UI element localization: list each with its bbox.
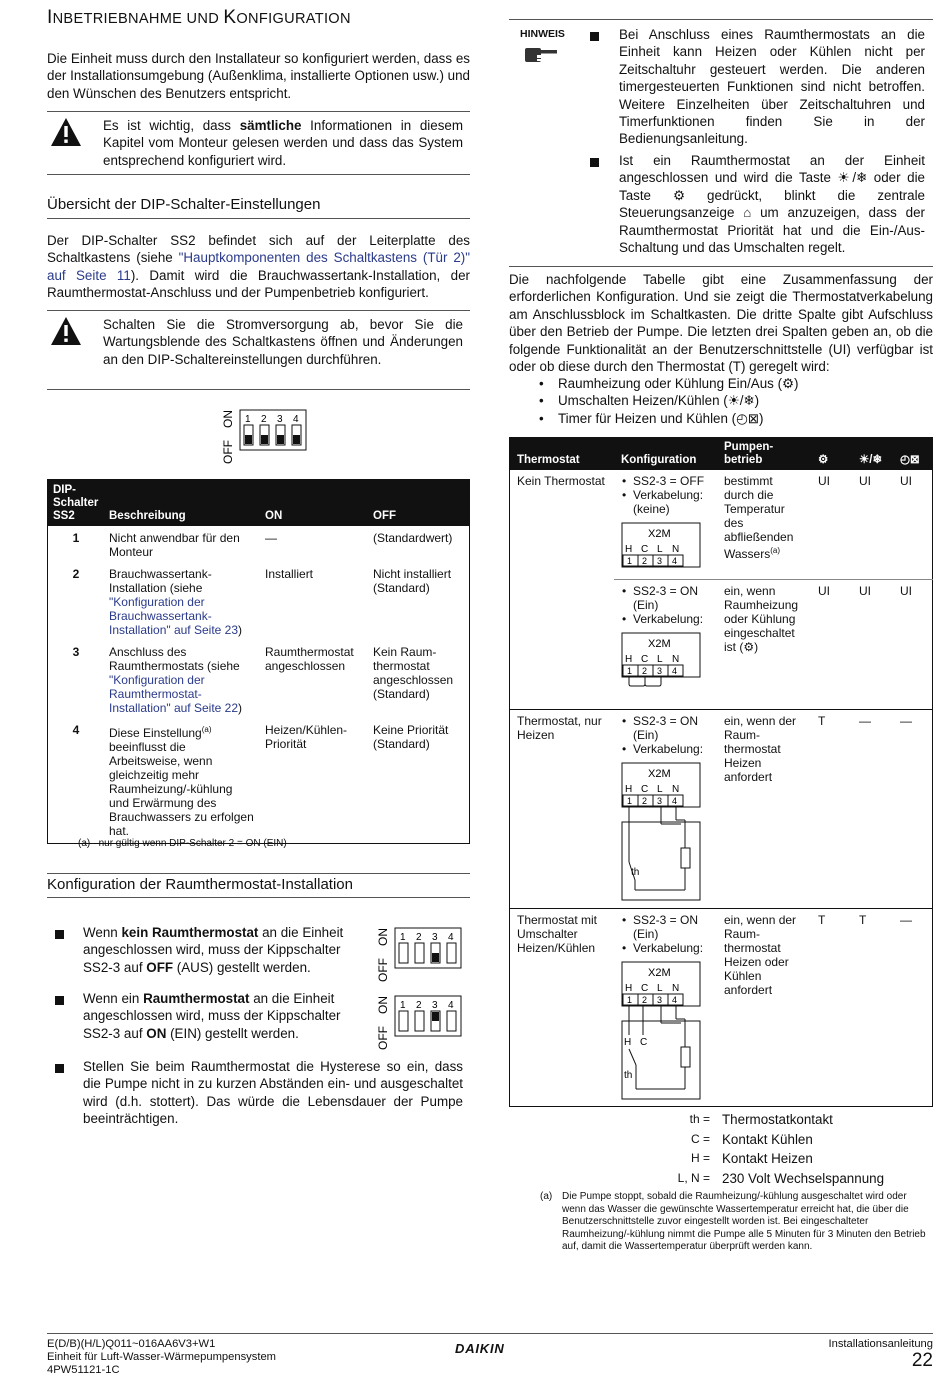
list-item: • Timer für Heizen und Kühlen (◴⊠): [539, 410, 764, 426]
svg-text:4: 4: [448, 1000, 454, 1011]
svg-text:1: 1: [400, 932, 406, 943]
table-row: 3 Anschluss des Raumthermostats (siehe "Konfiguration der Raumthermostat-Installation" auf Seite 22) Raumthermostat angeschlossen Kein Raum-thermostat angeschlossen (Standard): [72, 644, 454, 715]
svg-text:4: 4: [672, 665, 678, 676]
dip-footnote: (a) nur gültig wenn DIP-Schalter 2 = ON (EIN): [78, 838, 287, 849]
bullet-hysterese: Stellen Sie beim Raumthermostat die Hysterese so ein, dass die Pumpe nicht in zu kurzen Abständen ein- und ausgeschaltet wird (d.h. stottert). Das würde die Lebensdauer der Pumpe beeinträchtigen.: [83, 1059, 463, 1127]
svg-text:H: H: [625, 783, 633, 795]
svg-text:N: N: [672, 653, 680, 665]
col-header-heatcool-icon: ☀/❄: [852, 438, 893, 471]
svg-text:L: L: [657, 783, 663, 795]
svg-text:3: 3: [657, 556, 663, 566]
footer-left: E(D/B)(H/L)Q011~016AA6V3+W1 Einheit für Luft-Wasser-Wärmepumpensystem 4PW51121-1C: [47, 1338, 276, 1376]
svg-text:X2M: X2M: [648, 966, 671, 979]
svg-text:1: 1: [245, 414, 251, 425]
table-row: Thermostat, nur Heizen • SS2-3 = ON (Ein) • Verkabelung: X2M H C L N 1 2 3 4 th ein, wenn der Raum-thermostat Heizen anfordert T — —: [510, 709, 933, 908]
link-raumthermostat[interactable]: "Konfiguration der Raumthermostat-Installation" auf Seite 22: [109, 672, 239, 715]
footer-doc-title: Installationsanleitung: [828, 1338, 933, 1350]
svg-text:C: C: [641, 982, 649, 994]
svg-text:4: 4: [672, 795, 678, 806]
link-hauptkomponenten[interactable]: "Hauptkomponenten des Schaltkastens (Tür 2)" auf Seite 11: [47, 250, 470, 283]
list-item: • Umschalten Heizen/Kühlen (☀/❄): [539, 393, 760, 409]
svg-text:C: C: [641, 544, 649, 555]
svg-text:N: N: [672, 783, 680, 795]
hinweis-item-1: Bei Anschluss eines Raumthermostats an die Einheit kann Heizen oder Kühlen nicht per Zeitschaltuhr gesteuert werden. Die anderen timergesteuerten Funktionen sind nicht betroffen. Weitere Einzelheiten über Zeitschaltuhren und Timerfunktionen finden Sie in der Bedienungsanleitung.: [619, 27, 925, 147]
col-header-on: ON: [260, 480, 368, 526]
svg-text:2: 2: [642, 665, 648, 676]
svg-text:C: C: [641, 783, 649, 795]
svg-text:L: L: [657, 544, 663, 555]
col-header-off: OFF: [368, 480, 470, 526]
svg-text:2: 2: [642, 994, 648, 1005]
section-heading-thermostat: Konfiguration der Raumthermostat-Installation: [47, 876, 353, 893]
svg-text:3: 3: [657, 795, 663, 806]
svg-text:1: 1: [627, 994, 633, 1005]
svg-text:3: 3: [277, 414, 283, 425]
bullet-mit-thermostat: Wenn ein Raumthermostat an die Einheit angeschlossen wird, muss der Kippschalter SS2-3 auf ON (EIN) gestellt werden.: [83, 991, 341, 1041]
svg-text:1: 1: [627, 795, 633, 806]
legend-item: C = Kontakt Kühlen: [690, 1131, 813, 1147]
col-header-timer-icon: ◴⊠: [893, 438, 933, 471]
summary-text: Die nachfolgende Tabelle gibt eine Zusammenfassung der erforderlichen Konfiguration. Und sie zeigt die Thermostatverkabelung am Anschlussblock im Schaltkasten. Die dritte Spalte gibt Aufschluss über den Betrieb der Pumpe. Die letzten drei Spalten geben an, ob die folgende Funktionalität an der Benutzerschnittstelle (UI) verfügbar ist oder ob diese durch den Thermostat (T) geregelt wird:: [509, 272, 933, 375]
table-row: Kein Thermostat • SS2-3 = OFF • Verkabelung: (keine) X2M H C L N 1 2 3 4 bestimmt durch die Temperatur des abfließenden Wassers$^{(a)}$ UI UI UI: [510, 470, 933, 579]
col-header-dip: DIP-Schalter SS2: [48, 480, 105, 526]
svg-text:4: 4: [448, 932, 454, 943]
dip-switch-figure: [218, 404, 310, 466]
svg-text:2: 2: [416, 1000, 422, 1011]
col-header-beschreibung: Beschreibung: [104, 480, 260, 526]
terminal-block-heating-diagram: [621, 762, 703, 902]
dip-switch-off-figure: [373, 922, 465, 984]
terminal-block-diagram: [621, 522, 703, 568]
svg-text:N: N: [672, 982, 680, 994]
svg-text:4: 4: [672, 994, 678, 1005]
svg-text:1: 1: [627, 556, 633, 566]
svg-text:X2M: X2M: [648, 767, 671, 780]
svg-text:th: th: [624, 1069, 633, 1081]
warning-text-1: Es ist wichtig, dass sämtliche Informationen in diesem Kapitel vom Monteur gelesen werden und dass das System entsprechend konfiguriert wird.: [103, 118, 463, 168]
col-header-onoff-icon: ⚙: [811, 438, 852, 471]
svg-text:ON: ON: [221, 410, 235, 428]
page-title: INBETRIEBNAHME UND KONFIGURATION: [47, 7, 351, 28]
pointing-hand-icon: [523, 44, 559, 66]
svg-text:3: 3: [432, 1000, 438, 1011]
svg-text:2: 2: [642, 795, 648, 806]
terminal-block-changeover-diagram: [621, 961, 703, 1101]
hinweis-item-2: Ist ein Raumthermostat an der Einheit angeschlossen und wird die Taste ☀/❄ oder die Taste ⚙ gedrückt, blinkt die zentrale Steuerungsanzeige ⌂ um anzuzeigen, dass der Raumthermostat Priorität hat und die Ein-/Aus-Schaltung und das Umschalten regelt.: [619, 153, 925, 256]
svg-text:OFF: OFF: [376, 958, 390, 982]
svg-text:C: C: [640, 1036, 648, 1048]
daikin-logo: DAIKIN: [455, 1341, 505, 1356]
warning-text-2: Schalten Sie die Stromversorgung ab, bevor Sie die Wartungsblende des Schaltkastens öffnen und Änderungen an den DIP-Schaltereinstellungen durchführen.: [103, 317, 463, 367]
col-header-pumpenbetrieb: Pumpen-betrieb: [717, 438, 811, 471]
dip-table: [47, 479, 470, 844]
svg-text:3: 3: [432, 932, 438, 943]
table-row: 2 Brauchwassertank-Installation (siehe "Konfiguration der Brauchwassertank-Installation" auf Seite 23) Installiert Nicht installiert (Standard): [72, 566, 452, 637]
summary-list: [539, 375, 929, 427]
svg-text:3: 3: [657, 665, 663, 676]
legend-item: th = Thermostatkontakt: [689, 1112, 833, 1127]
svg-text:3: 3: [657, 994, 663, 1005]
table-row: 4 Diese Einstellung$^{(a)}$ beeinflusst die Arbeitsweise, wenn gleichzeitig mehr Raumheizung/-kühlung und Erwärmung des Brauchwassers zu erfolgen hat. Heizen/Kühlen-Priorität Keine Priorität (Standard): [72, 722, 449, 838]
legend-item: H = Kontakt Heizen: [690, 1151, 813, 1166]
legend-item: L, N = 230 Volt Wechselspannung: [677, 1170, 885, 1186]
svg-text:L: L: [657, 653, 663, 665]
svg-text:1: 1: [400, 1000, 406, 1011]
svg-text:ON: ON: [376, 996, 390, 1014]
warning-icon-2: [50, 315, 82, 347]
col-header-konfiguration: Konfiguration: [614, 438, 717, 471]
svg-text:L: L: [657, 982, 663, 994]
svg-text:N: N: [672, 544, 680, 555]
page-number: 22: [911, 1350, 933, 1371]
warning-icon: [50, 116, 82, 148]
bullet-kein-thermostat: Wenn kein Raumthermostat an die Einheit angeschlossen wird, muss der Kippschalter SS2-3 auf OFF (AUS) gestellt werden.: [83, 925, 344, 975]
svg-text:th: th: [631, 866, 640, 878]
svg-text:1: 1: [627, 665, 633, 676]
svg-text:4: 4: [293, 414, 299, 425]
svg-text:OFF: OFF: [376, 1026, 390, 1050]
svg-text:H: H: [624, 1036, 632, 1048]
terminal-block-bridge-diagram: [621, 632, 703, 688]
svg-text:2: 2: [642, 556, 648, 566]
section-heading-dip: Übersicht der DIP-Schalter-Einstellungen: [47, 196, 321, 213]
svg-text:2: 2: [261, 414, 267, 425]
svg-text:H: H: [625, 653, 633, 665]
svg-text:X2M: X2M: [648, 637, 671, 650]
table-row: • SS2-3 = ON (Ein) • Verkabelung: X2M H C L N 1 2 3 4 ein, wenn Raumheizung oder Kühlung eingeschaltet ist (⚙) UI UI UI: [510, 579, 933, 709]
svg-text:2: 2: [416, 932, 422, 943]
hinweis-label: HINWEIS: [520, 28, 565, 40]
list-item: • Raumheizung oder Kühlung Ein/Aus (⚙): [539, 376, 799, 391]
svg-text:H: H: [625, 544, 633, 555]
col-header-thermostat: Thermostat: [510, 438, 615, 471]
svg-text:OFF: OFF: [221, 440, 235, 464]
svg-text:H: H: [625, 982, 633, 994]
dip-intro-text: Der DIP-Schalter SS2 befindet sich auf der Leiterplatte des Schaltkastens (siehe "Hauptkomponenten des Schaltkastens (Tür 2)" auf Seite 11). Damit wird die Brauchwassertank-Installation, der Raumthermostat-Anschluss und der Pumpenbetrieb konfiguriert.: [47, 233, 471, 301]
table-row: 1 Nicht anwendbar für den Monteur — (Standardwert): [72, 530, 453, 559]
svg-text:X2M: X2M: [648, 528, 671, 540]
thermostat-table: [509, 437, 933, 1107]
table-row: Thermostat mit Umschalter Heizen/Kühlen • SS2-3 = ON (Ein) • Verkabelung: X2M H C L N 1 2 3 4 H C th ein, wenn der Raum-thermostat Heizen oder Kühlen anfordert T T —: [510, 908, 933, 1106]
svg-text:4: 4: [672, 556, 678, 566]
wiring-legend: [640, 1111, 930, 1189]
dip-switch-on-figure: [373, 990, 465, 1052]
svg-text:ON: ON: [376, 928, 390, 946]
svg-text:C: C: [641, 653, 649, 665]
intro-text: Die Einheit muss durch den Installateur so konfiguriert werden, dass es der Installationsumgebung (Außenklima, installierte Optionen usw.) und den Wünschen des Benutzers entspricht.: [47, 51, 470, 101]
pump-footnote: (a) Die Pumpe stoppt, sobald die Raumheizung/-kühlung ausgeschaltet wird oder wenn das Wasser die gewünschte Wassertemperatur erreicht hat, die über die Benutzerschnittstelle zuvor eingestellt worden ist. Bei eingeschalteter Raumheizung/-kühlung nimmt die Pumpe alle 5 Minuten für 3 Minuten den Betrieb auf, damit die Wassertemperatur überprüft werden kann.: [540, 1191, 926, 1252]
link-brauchwassertank[interactable]: "Konfiguration der Brauchwassertank-Installation" auf Seite 23: [109, 594, 239, 637]
